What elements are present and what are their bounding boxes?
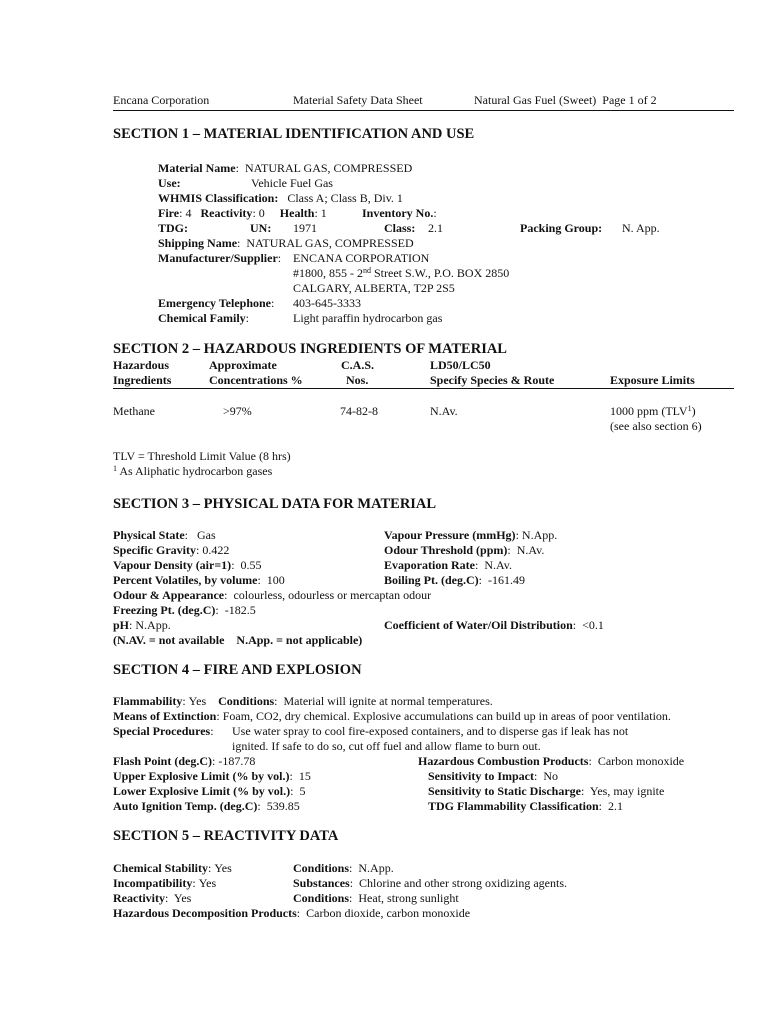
class-label: Class:	[384, 221, 416, 235]
cas-value: 74-82-8	[340, 404, 378, 418]
reactivity-conditions-row: Conditions: Heat, strong sunlight	[293, 891, 459, 905]
use-label: Use:	[158, 176, 181, 190]
header-rule	[113, 110, 734, 111]
vapour-density-row: Vapour Density (air=1): 0.55	[113, 558, 262, 572]
special-procedures-label: Special Procedures:	[113, 724, 214, 738]
address-line-1: #1800, 855 - 2nd Street S.W., P.O. BOX 2850	[293, 266, 510, 280]
col-header-ingredients-1: Hazardous	[113, 358, 170, 372]
extinction-row: Means of Extinction: Foam, CO2, dry chemical. Explosive accumulations can build up in areas of poor ventilation.	[113, 709, 671, 723]
header-doc-type: Material Safety Data Sheet	[293, 93, 423, 107]
address-line-2: CALGARY, ALBERTA, T2P 2S5	[293, 281, 455, 295]
use-value: Vehicle Fuel Gas	[251, 176, 333, 190]
combustion-products-row: Hazardous Combustion Products: Carbon monoxide	[418, 754, 685, 768]
static-sensitivity-row: Sensitivity to Static Discharge: Yes, may ignite	[428, 784, 665, 798]
hazard-ratings-row: Fire: 4 Reactivity: 0 Health: 1	[158, 206, 327, 220]
coefficient-row: Coefficient of Water/Oil Distribution: <0.1	[384, 618, 604, 632]
abbreviation-note: (N.AV. = not available N.App. = not applicable)	[113, 633, 363, 647]
manufacturer-value: ENCANA CORPORATION	[293, 251, 430, 265]
col-header-ld50-1: LD50/LC50	[430, 358, 491, 372]
material-name-row: Material Name: NATURAL GAS, COMPRESSED	[158, 161, 413, 175]
ld50-value: N.Av.	[430, 404, 458, 418]
vapour-pressure-row: Vapour Pressure (mmHg): N.App.	[384, 528, 558, 542]
section-4-title: SECTION 4 – FIRE AND EXPLOSION	[113, 662, 362, 678]
col-header-concentration-1: Approximate	[209, 358, 277, 372]
chemical-family-value: Light paraffin hydrocarbon gas	[293, 311, 443, 325]
tlv-note: TLV = Threshold Limit Value (8 hrs)	[113, 449, 291, 463]
flammability-row: Flammability: Yes Conditions: Material will ignite at normal temperatures.	[113, 694, 493, 708]
col-header-ld50-2: Specify Species & Route	[430, 373, 555, 387]
substances-row: Substances: Chlorine and other strong oxidizing agents.	[293, 876, 567, 890]
upper-explosive-limit-row: Upper Explosive Limit (% by vol.): 15	[113, 769, 311, 783]
header-company: Encana Corporation	[113, 93, 210, 107]
packing-group-value: N. App.	[622, 221, 660, 235]
physical-state-row: Physical State: Gas	[113, 528, 216, 542]
concentration-value: >97%	[223, 404, 252, 418]
inventory-label: Inventory No.:	[362, 206, 437, 220]
incompatibility-row: Incompatibility: Yes	[113, 876, 217, 890]
page-number: Page 1 of 2	[602, 93, 657, 107]
odour-threshold-row: Odour Threshold (ppm): N.Av.	[384, 543, 545, 557]
shipping-name-row: Shipping Name: NATURAL GAS, COMPRESSED	[158, 236, 414, 250]
col-header-concentration-2: Concentrations %	[209, 373, 303, 387]
col-header-cas-1: C.A.S.	[341, 358, 375, 372]
section-2-title: SECTION 2 – HAZARDOUS INGREDIENTS OF MATERIAL	[113, 341, 507, 357]
exposure-value: 1000 ppm (TLV$^1$)	[610, 404, 696, 418]
col-header-ingredients-2: Ingredients	[113, 373, 172, 387]
ingredient-methane: Methane	[113, 404, 155, 418]
whmis-row: WHMIS Classification: Class A; Class B, Div. 1	[158, 191, 403, 205]
reactivity-row: Reactivity: Yes	[113, 891, 192, 905]
manufacturer-label: Manufacturer/Supplier:	[158, 251, 282, 265]
tdg-label: TDG:	[158, 221, 188, 235]
un-value: 1971	[293, 221, 317, 235]
chemical-stability-row: Chemical Stability: Yes	[113, 861, 232, 875]
un-label: UN:	[250, 221, 272, 235]
auto-ignition-row: Auto Ignition Temp. (deg.C): 539.85	[113, 799, 300, 813]
specific-gravity-row: Specific Gravity: 0.422	[113, 543, 230, 557]
lower-explosive-limit-row: Lower Explosive Limit (% by vol.): 5	[113, 784, 306, 798]
chemical-family-label: Chemical Family:	[158, 311, 249, 325]
header-product: Natural Gas Fuel (Sweet) Page 1 of 2	[474, 93, 657, 107]
section-3-title: SECTION 3 – PHYSICAL DATA FOR MATERIAL	[113, 496, 437, 512]
emergency-value: 403-645-3333	[293, 296, 361, 310]
boiling-point-row: Boiling Pt. (deg.C): -161.49	[384, 573, 526, 587]
special-procedures-line-1: Use water spray to cool fire-exposed containers, and to disperse gas if leak has not	[232, 724, 629, 738]
decomposition-products-row: Hazardous Decomposition Products: Carbon dioxide, carbon monoxide	[113, 906, 471, 920]
evaporation-rate-row: Evaporation Rate: N.Av.	[384, 558, 513, 572]
special-procedures-line-2: ignited. If safe to do so, cut off fuel and allow flame to burn out.	[232, 739, 541, 753]
exposure-note: (see also section 6)	[610, 419, 702, 433]
class-value: 2.1	[428, 221, 443, 235]
emergency-label: Emergency Telephone:	[158, 296, 275, 310]
impact-sensitivity-row: Sensitivity to Impact: No	[428, 769, 559, 783]
freezing-point-row: Freezing Pt. (deg.C): -182.5	[113, 603, 256, 617]
stability-conditions-row: Conditions: N.App.	[293, 861, 394, 875]
flash-point-row: Flash Point (deg.C): -187.78	[113, 754, 256, 768]
table-header-rule	[113, 388, 734, 389]
col-header-exposure: Exposure Limits	[610, 373, 695, 387]
footnote: $^1$ As Aliphatic hydrocarbon gases	[113, 464, 273, 478]
odour-appearance-row: Odour & Appearance: colourless, odourless or mercaptan odour	[113, 588, 432, 602]
section-5-title: SECTION 5 – REACTIVITY DATA	[113, 828, 339, 844]
ph-row: pH: N.App.	[113, 618, 171, 632]
section-1-title: SECTION 1 – MATERIAL IDENTIFICATION AND USE	[113, 126, 475, 142]
percent-volatiles-row: Percent Volatiles, by volume: 100	[113, 573, 285, 587]
tdg-flammability-row: TDG Flammability Classification: 2.1	[428, 799, 624, 813]
col-header-cas-2: Nos.	[346, 373, 369, 387]
packing-group-label: Packing Group:	[520, 221, 603, 235]
